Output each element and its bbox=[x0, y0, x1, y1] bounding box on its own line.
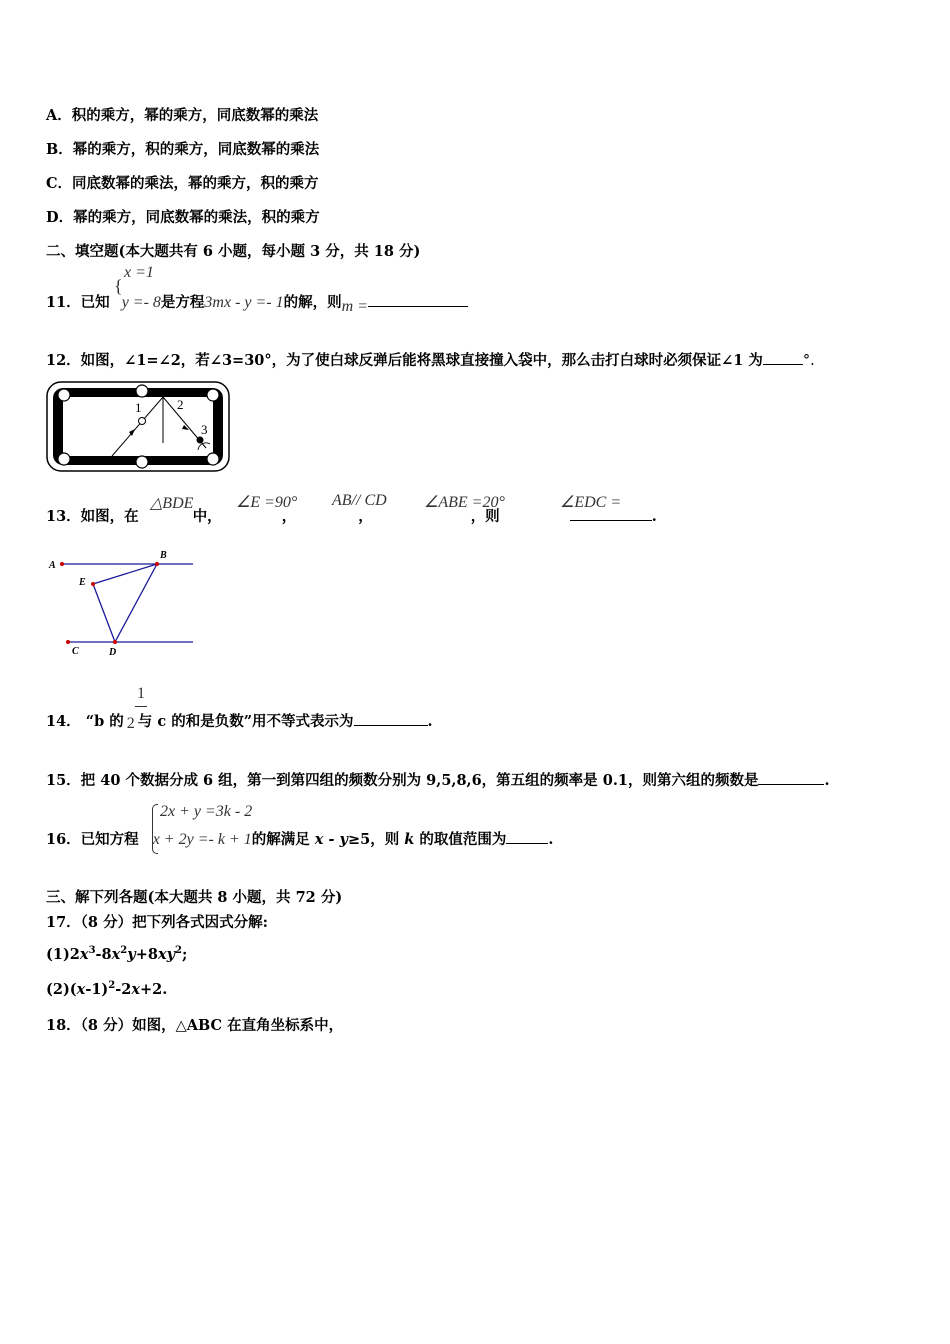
q11 bbox=[46, 291, 468, 315]
point-b bbox=[155, 562, 159, 566]
choice-d bbox=[46, 206, 320, 227]
pocket-bottom-left bbox=[58, 453, 70, 465]
q12-end: °. bbox=[802, 353, 815, 369]
q14-prefix: 14． “b 的 bbox=[46, 713, 124, 730]
q14-fraction-bar bbox=[135, 706, 147, 707]
q17-p1-exp2b: 2 bbox=[175, 945, 182, 956]
q16-k: k bbox=[404, 831, 415, 848]
q18: 18．（8 分）如图，△ABC 在直角坐标系中， bbox=[46, 1017, 344, 1034]
q16-answer-blank bbox=[506, 829, 548, 844]
q11-equation: 3mx - y =- 1 bbox=[204, 294, 284, 311]
q11-ask: m = bbox=[341, 298, 368, 315]
q15 bbox=[46, 769, 830, 790]
q17-p1-exp2: 2 bbox=[120, 945, 128, 956]
q11-system-top: x =1 bbox=[124, 264, 154, 281]
q13-end: . bbox=[651, 508, 657, 525]
q16-suffix3: 的取值范围为 bbox=[414, 831, 507, 848]
q17-p1-c: +8 bbox=[135, 945, 158, 963]
white-ball bbox=[139, 418, 146, 425]
q16-cond: x - y bbox=[314, 831, 348, 848]
q17-p1-y: y bbox=[127, 945, 136, 963]
q14-denominator: 2 bbox=[126, 715, 135, 732]
point-a bbox=[60, 562, 64, 566]
choice-d-letter: D bbox=[46, 209, 59, 226]
q17-p2-c: -2 bbox=[115, 980, 132, 998]
q17-p2-x2: x bbox=[131, 980, 141, 998]
choice-c bbox=[46, 172, 319, 193]
q16-system-bottom: x + 2y =- k + 1 bbox=[152, 831, 252, 848]
q17-p1-x: x bbox=[79, 945, 89, 963]
q17-p2-d: +2. bbox=[140, 980, 168, 998]
pocket-top-middle bbox=[136, 385, 148, 397]
choice-d-text: ．幂的乘方，同底数幂的乘法，积的乘方 bbox=[58, 209, 320, 226]
q12 bbox=[46, 349, 815, 370]
q17-p1-xy: xy bbox=[157, 945, 176, 963]
choice-b-text: ．幂的乘方，积的乘方，同底数幂的乘法 bbox=[58, 141, 320, 158]
q17-part2 bbox=[46, 980, 167, 998]
q17-title: 17．（8 分）把下列各式因式分解: bbox=[46, 914, 268, 931]
angle2-label: 2 bbox=[177, 397, 184, 412]
choice-a bbox=[46, 104, 318, 125]
q17-p2-exp2: 2 bbox=[108, 980, 116, 991]
section-3-heading: 三、解下列各题(本大题共 8 小题，共 72 分) bbox=[46, 889, 343, 906]
q13-angle-e: ∠E =90° bbox=[236, 494, 298, 511]
q14-end: . bbox=[427, 713, 433, 730]
label-e: E bbox=[79, 577, 86, 588]
q13-prefix: 13．如图，在 bbox=[46, 508, 139, 525]
black-ball bbox=[197, 437, 204, 444]
q11-answer-blank bbox=[368, 292, 468, 307]
q17-p2-x: x bbox=[76, 980, 86, 998]
q13-angle-abe: ∠ABE =20° bbox=[424, 494, 505, 511]
choice-c-letter: C bbox=[46, 175, 58, 192]
q11-suffix: 的解，则 bbox=[283, 294, 342, 311]
billiard-table-figure bbox=[46, 380, 232, 474]
q17-p1-exp3: 3 bbox=[88, 945, 96, 956]
label-b: B bbox=[160, 550, 167, 561]
q13-mid: 中， bbox=[192, 508, 222, 525]
q11-system-bottom: y =- 8 bbox=[121, 294, 161, 311]
segment-ed bbox=[93, 584, 115, 642]
q15-text: 15．把 40 个数据分成 6 组，第一到第四组的频数分别为 9,5,8,6，第五组的频率是 0.1，则第六组的频数是 bbox=[46, 772, 759, 789]
choice-a-letter: A bbox=[46, 107, 58, 124]
point-e bbox=[91, 582, 95, 586]
q16-system-top: 2x + y =3k - 2 bbox=[160, 803, 253, 820]
point-d bbox=[113, 640, 117, 644]
q17-p2-b: -1) bbox=[85, 980, 109, 998]
q15-end: . bbox=[824, 772, 830, 789]
q16 bbox=[46, 828, 553, 849]
q13-then: ，则 bbox=[470, 508, 500, 525]
pocket-top-right bbox=[207, 389, 219, 401]
pocket-bottom-middle bbox=[136, 456, 148, 468]
label-d: D bbox=[109, 647, 117, 658]
q13 bbox=[46, 505, 657, 526]
choice-c-text: ．同底数幂的乘法，幂的乘方，积的乘方 bbox=[57, 175, 319, 192]
angle3-label: 3 bbox=[201, 422, 208, 437]
q11-mid: 是方程 bbox=[160, 294, 205, 311]
q17-p1-b: -8 bbox=[95, 945, 112, 963]
q17-p2-a: (2)( bbox=[46, 980, 77, 998]
q16-suffix1: 的解满足 bbox=[251, 831, 315, 848]
q17-p1-end: ; bbox=[182, 945, 188, 963]
triangle-figure bbox=[46, 548, 196, 660]
point-c bbox=[66, 640, 70, 644]
q12-text: 12．如图，∠1=∠2，若∠3=30°，为了使白球反弹后能将黑球直接撞入袋中，那么击打白球时必须保证∠1 为 bbox=[46, 352, 763, 369]
label-a: A bbox=[49, 560, 56, 571]
choice-b-letter: B bbox=[46, 141, 59, 158]
q17-part1 bbox=[46, 945, 187, 963]
choice-a-text: ．积的乘方，幂的乘方，同底数幂的乘法 bbox=[57, 107, 319, 124]
q13-triangle: △BDE bbox=[150, 495, 194, 512]
label-c: C bbox=[72, 646, 79, 657]
q13-answer-blank bbox=[570, 506, 652, 521]
q14 bbox=[46, 710, 433, 731]
choice-b bbox=[46, 138, 319, 159]
q17-p1-a: (1)2 bbox=[46, 945, 80, 963]
q15-answer-blank bbox=[758, 770, 824, 785]
q11-prefix: 11．已知 bbox=[46, 294, 110, 311]
q16-end: . bbox=[548, 831, 554, 848]
q12-answer-blank bbox=[763, 350, 803, 365]
q14-answer-blank bbox=[354, 711, 428, 726]
q13-ask: ∠EDC = bbox=[560, 494, 622, 511]
q16-prefix: 16．已知方程 bbox=[46, 831, 139, 848]
q14-suffix: 与 c 的和是负数”用不等式表示为 bbox=[137, 713, 354, 730]
angle1-label: 1 bbox=[135, 400, 142, 415]
pocket-bottom-right bbox=[207, 453, 219, 465]
q13-comma-2: ， bbox=[358, 508, 373, 525]
q17-p1-x2: x bbox=[111, 945, 121, 963]
q13-comma-1: ， bbox=[281, 508, 297, 525]
q11-brace-icon: { bbox=[114, 276, 123, 296]
q16-suffix2: ≥5，则 bbox=[347, 831, 405, 848]
q13-parallel: AB// CD bbox=[332, 492, 387, 509]
q14-numerator: 1 bbox=[137, 685, 145, 702]
section-2-heading: 二、填空题(本大题共有 6 小题，每小题 3 分，共 18 分) bbox=[46, 243, 421, 260]
pocket-top-left bbox=[58, 389, 70, 401]
